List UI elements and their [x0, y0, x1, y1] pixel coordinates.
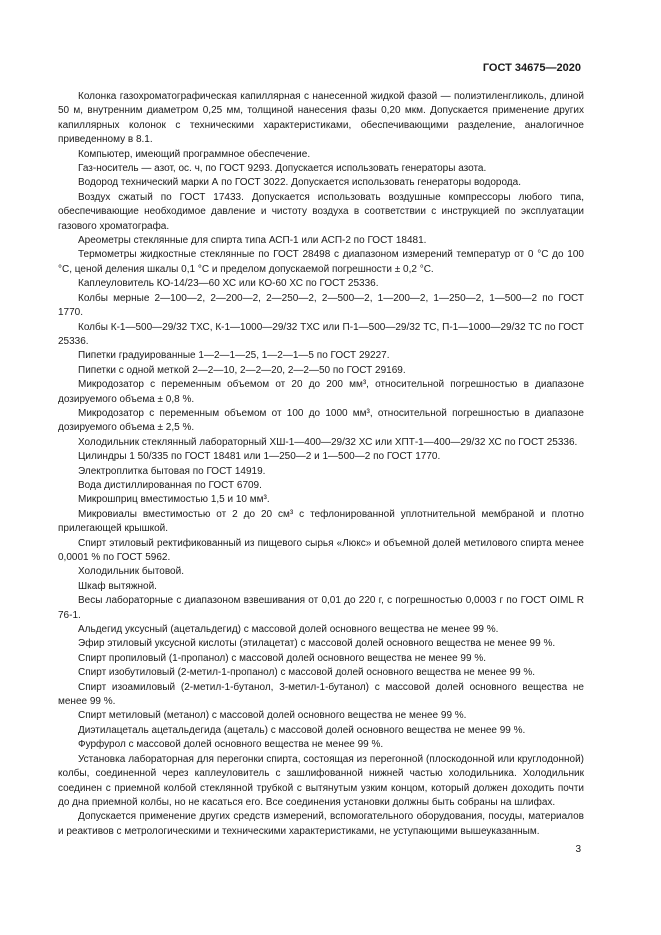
paragraph: Вода дистиллированная по ГОСТ 6709. [78, 479, 262, 491]
paragraph: Холодильник стеклянный лабораторный ХШ-1—400—29/32 ХС или ХПТ-1—400—29/32 ХС по ГОСТ 25336. [78, 436, 578, 448]
paragraph: Микрошприц вместимостью 1,5 и 10 мм³. [78, 494, 270, 506]
paragraph: Шкаф вытяжной. [78, 580, 157, 592]
paragraph: Водород технический марки А по ГОСТ 3022. Допускается использовать генераторы водорода. [78, 177, 521, 189]
document-body [58, 90, 584, 839]
page-number: 3 [575, 844, 581, 855]
paragraph: Колбы мерные 2—100—2, 2—200—2, 2—250—2, 2—500—2, 1—200—2, 1—250—2, 1—500—2 по ГОСТ 1770. [58, 292, 584, 319]
paragraph: Газ-носитель — азот, ос. ч, по ГОСТ 9293. Допускается использовать генераторы азота. [78, 163, 487, 175]
paragraph: Термометры жидкостные стеклянные по ГОСТ 28498 с диапазоном измерений температур от 0 °С до 100 °С, ценой деления шкалы 0,1 °С и пределом допускаемой погрешности ± 0,2 °С. [58, 249, 584, 275]
paragraph: Электроплитка бытовая по ГОСТ 14919. [78, 465, 266, 477]
paragraph: Установка лабораторная для перегонки спирта, состоящая из перегонной (плоскодонной или круглодонной) колбы, соединенной через каплеуловитель с зашлифованной нижней частью холодильника. Холодильник соединен с приемной колбой стеклянной трубкой с вытянутым узким концом, который должен доходить почти до дна приемной колбы, но не касаться его. Все соединения установки должны быть собраны на шлифах. [58, 753, 584, 808]
paragraph: Спирт пропиловый (1-пропанол) с массовой долей основного вещества не менее 99 %. [78, 652, 486, 664]
paragraph: Пипетки градуированные 1—2—1—25, 1—2—1—5 по ГОСТ 29227. [78, 350, 390, 362]
paragraph: Спирт метиловый (метанол) с массовой долей основного вещества не менее 99 %. [78, 710, 467, 722]
paragraph: Спирт изоамиловый (2-метил-1-бутанол, 3-метил-1-бутанол) с массовой долей основного вещества не менее 99 %. [58, 681, 584, 708]
paragraph: Ареометры стеклянные для спирта типа АСП-1 или АСП-2 по ГОСТ 18481. [78, 235, 427, 247]
paragraph: Колбы К-1—500—29/32 ТХС, К-1—1000—29/32 ТХС или П-1—500—29/32 ТС, П-1—1000—29/32 ТС по ГОСТ 25336. [58, 321, 584, 347]
paragraph: Цилиндры 1 50/335 по ГОСТ 18481 или 1—250—2 и 1—500—2 по ГОСТ 1770. [78, 451, 441, 463]
paragraph: Пипетки с одной меткой 2—2—10, 2—2—20, 2—2—50 по ГОСТ 29169. [78, 364, 406, 376]
paragraph: Каплеуловитель КО-14/23—60 ХС или КО-60 ХС по ГОСТ 25336. [78, 278, 379, 290]
paragraph: Спирт этиловый ректификованный из пищевого сырья «Люкс» и объемной долей метилового спирта менее 0,0001 % по ГОСТ 5962. [58, 537, 584, 563]
paragraph: Эфир этиловый уксусной кислоты (этилацетат) с массовой долей основного вещества не менее 99 %. [78, 638, 556, 650]
paragraph: Фурфурол с массовой долей основного вещества не менее 99 %. [78, 739, 384, 751]
paragraph: Воздух сжатый по ГОСТ 17433. Допускается использовать воздушные компрессоры любого типа, обеспечивающие необходимое давление и чистоту воздуха в соответствии с инструкцией по эксплуатации газового хроматографа. [58, 191, 584, 232]
paragraph: Холодильник бытовой. [78, 566, 184, 578]
paragraph: Спирт изобутиловый (2-метил-1-пропанол) с массовой долей основного вещества не менее 99 %. [78, 667, 536, 679]
paragraph: Микродозатор с переменным объемом от 100 до 1000 мм³, относительной погрешностью в диапазоне дозируемого объема ± 2,5 %. [58, 407, 584, 434]
paragraph: Диэтилацеталь ацетальдегида (ацеталь) с массовой долей основного вещества не менее 99 %. [78, 724, 526, 736]
paragraph: Компьютер, имеющий программное обеспечение. [78, 148, 311, 160]
paragraph: Альдегид уксусный (ацетальдегид) с массовой долей основного вещества не менее 99 %. [78, 624, 499, 636]
document-number: ГОСТ 34675—2020 [482, 62, 581, 74]
paragraph: Допускается применение других средств измерений, вспомогательного оборудования, посуды, материалов и реактивов с метрологическими и техническими характеристиками, не уступающими вышеуказанным. [58, 811, 584, 837]
paragraph: Микродозатор с переменным объемом от 20 до 200 мм³, относительной погрешностью в диапазоне дозируемого объема ± 0,8 %. [58, 379, 584, 405]
paragraph: Микровиалы вместимостью от 2 до 20 см³ с тефлонированной уплотнительной мембраной и плотно прилегающей крышкой. [58, 508, 584, 535]
paragraph: Колонка газохроматографическая капиллярная с нанесенной жидкой фазой — полиэтиленгликоль, длиной 50 м, внутренним диаметром 0,25 мм, толщиной нанесения фазы 0,20 мкм. Допускается применение других капиллярных колонок с техническими характеристиками, обеспечивающими разделение, аналогичное приведенному в 8.1. [58, 91, 584, 146]
paragraph: Весы лабораторные с диапазоном взвешивания от 0,01 до 220 г, с погрешностью 0,0003 г по ГОСТ OIML R 76-1. [58, 595, 584, 621]
